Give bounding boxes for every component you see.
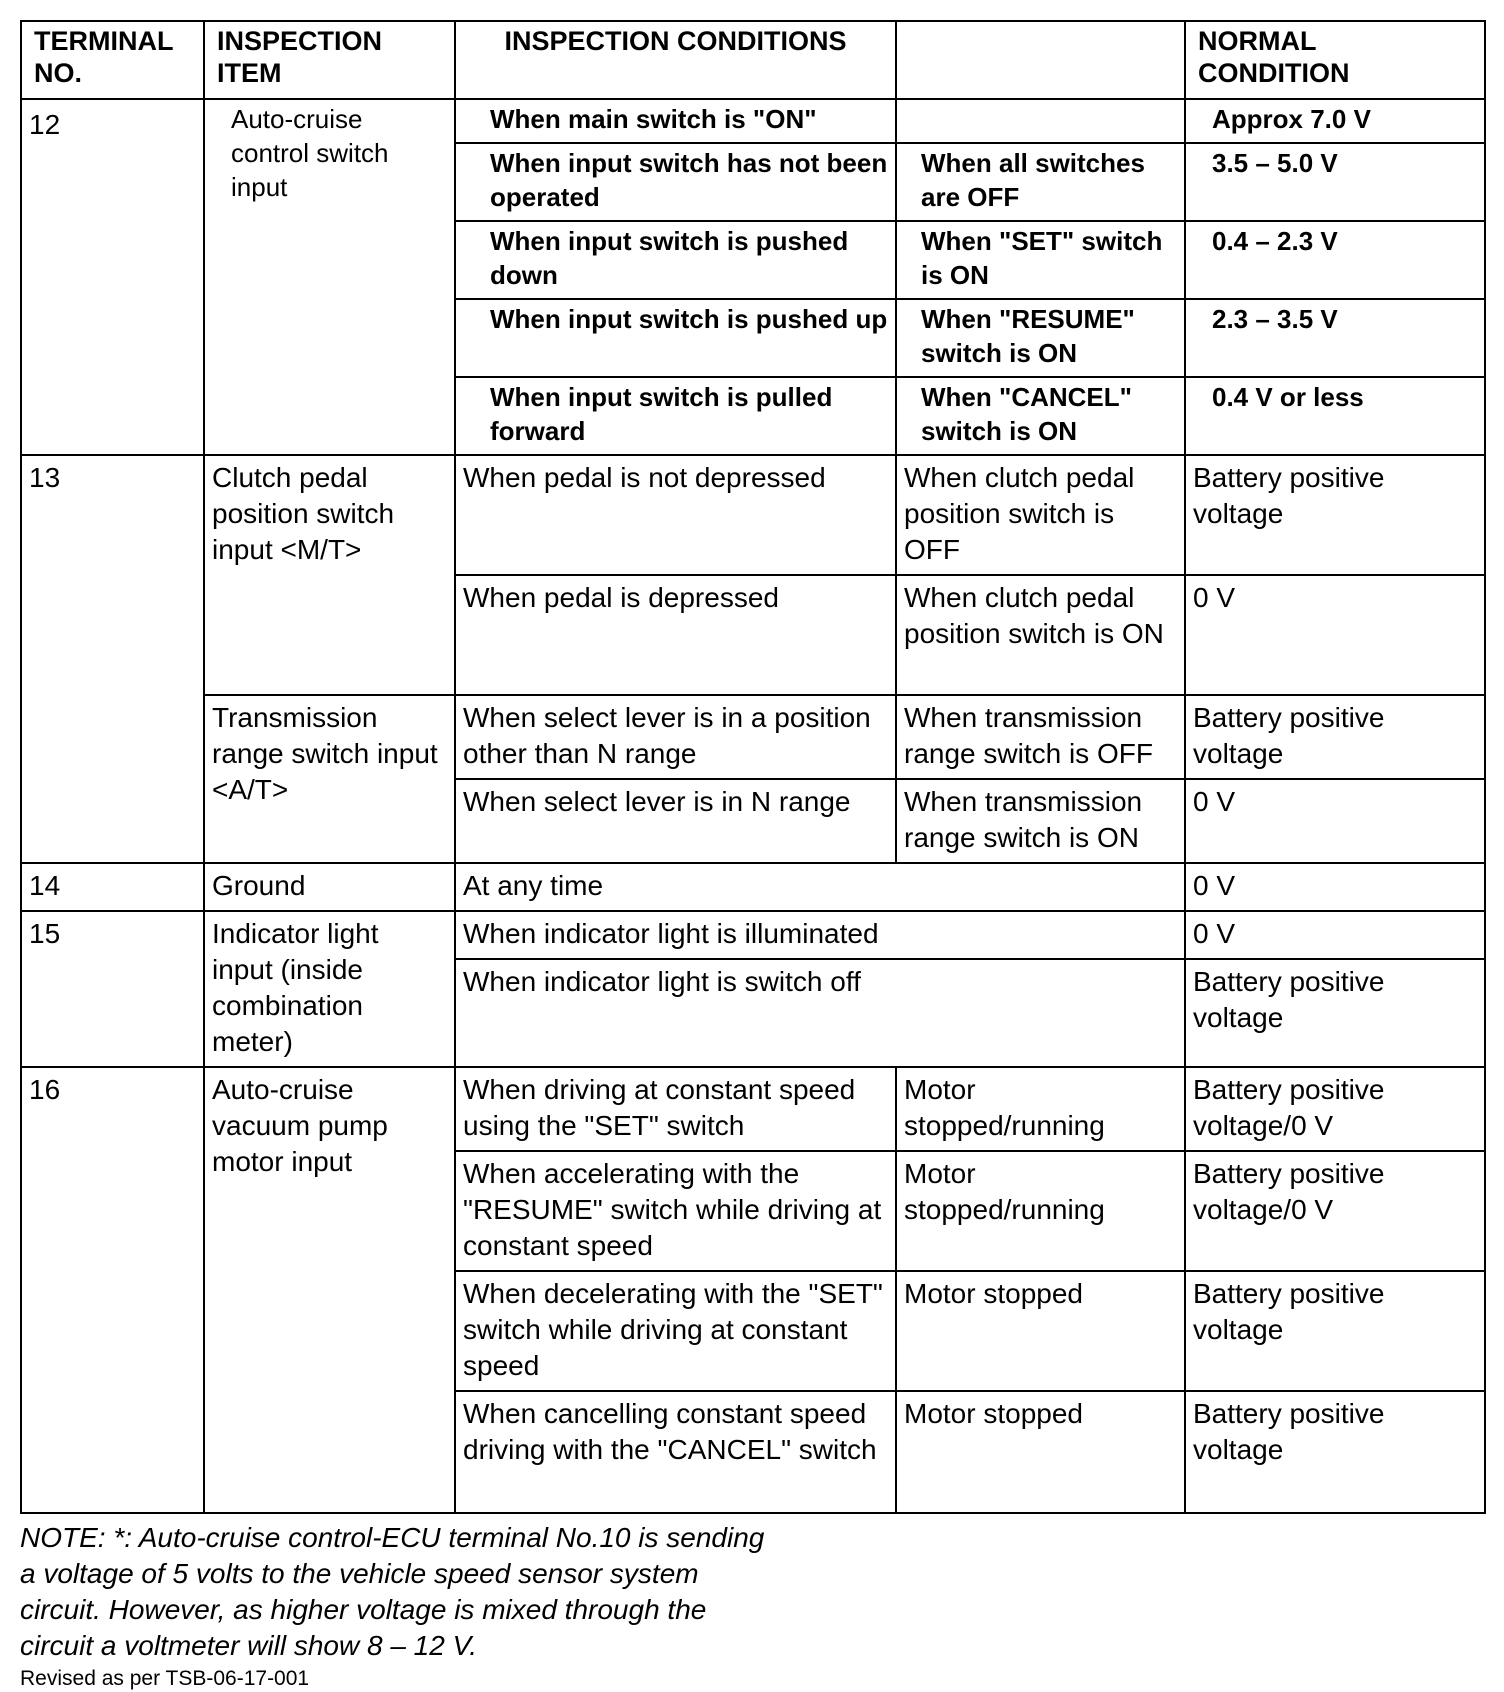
footnote: NOTE: *: Auto-cruise control-ECU terminal No.10 is sending a voltage of 5 volts to the vehicle speed sensor system circuit. However, as higher voltage is mixed through the circuit a voltmeter will show 8 – 12 V. (20, 1522, 765, 1661)
terminal-13-group (21, 455, 1485, 863)
inspection-item: Ground (204, 863, 455, 911)
inspection-sub-condition: When all switches are OFF (896, 143, 1185, 221)
revision-notice: Revised as per TSB-06-17-001 (20, 1667, 310, 1690)
inspection-condition: When driving at constant speed using the "SET" switch (455, 1067, 896, 1151)
inspection-item: Auto-cruise vacuum pump motor input (204, 1067, 455, 1513)
normal-condition: 2.3 – 3.5 V (1185, 299, 1485, 377)
inspection-condition: When indicator light is switch off (455, 959, 1185, 1067)
terminal-number: 14 (21, 863, 204, 911)
normal-condition: Battery positive voltage (1185, 959, 1485, 1067)
normal-condition: Battery positive voltage (1185, 455, 1485, 575)
terminal-12-group (21, 99, 1485, 455)
header-inspection-item: INSPECTION ITEM (204, 21, 455, 99)
inspection-sub-condition: When "RESUME" switch is ON (896, 299, 1185, 377)
inspection-condition: When input switch is pushed up (455, 299, 896, 377)
normal-condition: Battery positive voltage (1185, 1271, 1485, 1391)
header-inspection-conditions: INSPECTION CONDITIONS (455, 21, 896, 99)
inspection-condition: When pedal is depressed (455, 575, 896, 695)
inspection-item: Clutch pedal position switch input <M/T> (204, 455, 455, 695)
normal-condition: 0 V (1185, 575, 1485, 695)
inspection-condition: At any time (455, 863, 1185, 911)
terminal-number: 13 (21, 455, 204, 863)
inspection-condition: When cancelling constant speed driving with the "CANCEL" switch (455, 1391, 896, 1513)
inspection-item: Indicator light input (inside combination meter) (204, 911, 455, 1067)
terminal-number: 16 (21, 1067, 204, 1513)
normal-condition: Battery positive voltage (1185, 1391, 1485, 1513)
inspection-sub-condition: Motor stopped/running (896, 1067, 1185, 1151)
document-page (20, 20, 1484, 1692)
inspection-sub-condition: Motor stopped (896, 1271, 1185, 1391)
header-terminal-no: TERMINAL NO. (21, 21, 204, 99)
inspection-sub-condition: When clutch pedal position switch is OFF (896, 455, 1185, 575)
normal-condition: Approx 7.0 V (1185, 99, 1485, 143)
header-blank (896, 21, 1185, 99)
inspection-sub-condition (896, 99, 1185, 143)
inspection-sub-condition: Motor stopped (896, 1391, 1185, 1513)
inspection-sub-condition: When "SET" switch is ON (896, 221, 1185, 299)
normal-condition: 3.5 – 5.0 V (1185, 143, 1485, 221)
normal-condition: 0.4 – 2.3 V (1185, 221, 1485, 299)
terminal-inspection-table (20, 20, 1486, 1514)
table-header-row (21, 21, 1485, 99)
table-row (21, 1067, 1485, 1151)
inspection-condition: When accelerating with the "RESUME" switch while driving at constant speed (455, 1151, 896, 1271)
inspection-sub-condition: When transmission range switch is ON (896, 779, 1185, 863)
table-row (21, 863, 1485, 911)
inspection-sub-condition: Motor stopped/running (896, 1151, 1185, 1271)
terminal-number: 15 (21, 911, 204, 1067)
inspection-condition: When select lever is in N range (455, 779, 896, 863)
inspection-condition: When input switch has not been operated (455, 143, 896, 221)
table-row (21, 455, 1485, 575)
header-normal-condition: NORMAL CONDITION (1185, 21, 1485, 99)
inspection-item: Auto-cruise control switch input (204, 99, 455, 455)
table-row (21, 99, 1485, 143)
normal-condition: Battery positive voltage (1185, 695, 1485, 779)
inspection-condition: When indicator light is illuminated (455, 911, 1185, 959)
terminal-number: 12 (21, 99, 204, 455)
inspection-sub-condition: When "CANCEL" switch is ON (896, 377, 1185, 455)
inspection-condition: When input switch is pulled forward (455, 377, 896, 455)
normal-condition: Battery positive voltage/0 V (1185, 1067, 1485, 1151)
normal-condition: Battery positive voltage/0 V (1185, 1151, 1485, 1271)
normal-condition: 0 V (1185, 779, 1485, 863)
inspection-sub-condition: When clutch pedal position switch is ON (896, 575, 1185, 695)
table-row (21, 911, 1485, 959)
inspection-condition: When decelerating with the "SET" switch while driving at constant speed (455, 1271, 896, 1391)
inspection-sub-condition: When transmission range switch is OFF (896, 695, 1185, 779)
terminal-14-group (21, 863, 1485, 911)
normal-condition: 0 V (1185, 911, 1485, 959)
terminal-15-group (21, 911, 1485, 1067)
table-row (21, 695, 1485, 779)
inspection-condition: When pedal is not depressed (455, 455, 896, 575)
inspection-condition: When main switch is "ON" (455, 99, 896, 143)
normal-condition: 0 V (1185, 863, 1485, 911)
normal-condition: 0.4 V or less (1185, 377, 1485, 455)
terminal-16-group (21, 1067, 1485, 1513)
inspection-condition: When select lever is in a position other than N range (455, 695, 896, 779)
inspection-item: Transmission range switch input <A/T> (204, 695, 455, 863)
inspection-condition: When input switch is pushed down (455, 221, 896, 299)
